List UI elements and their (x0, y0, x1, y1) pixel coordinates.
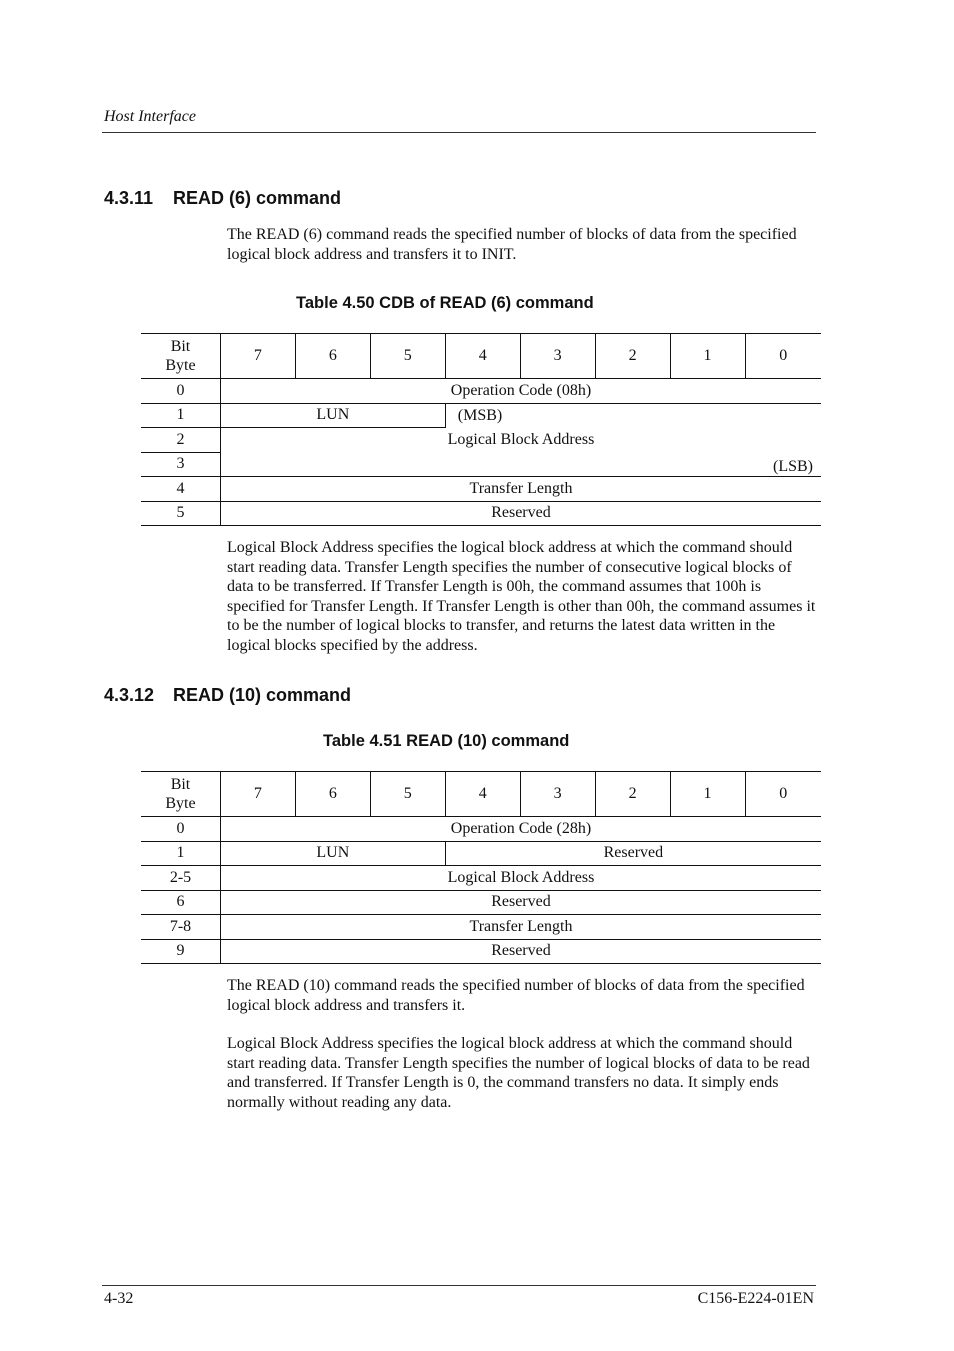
bit-5: 5 (370, 772, 445, 817)
table-row (141, 501, 821, 526)
byte-number: 6 (141, 890, 220, 915)
bit-6: 6 (295, 772, 370, 817)
byte-number: 0 (141, 379, 220, 404)
table-row (141, 403, 821, 428)
field-lun: LUN (220, 841, 445, 866)
bit-6: 6 (295, 334, 370, 379)
section-number: 4.3.12 (104, 685, 155, 705)
field-lsb-marker: (LSB) (220, 452, 821, 477)
read10-description: Logical Block Address specifies the logical block address at which the command should start reading data. Transfer Length specifies the number of logical blocks of data to be read and transferred. If Transfer Length is 0, the command transfers no data. It simply ends normally without reading any data. (227, 1035, 810, 1111)
bit-4: 4 (445, 334, 520, 379)
table-row (141, 866, 821, 891)
bit-byte-corner: Bit Byte (141, 334, 220, 379)
field-lun: LUN (220, 403, 445, 428)
bit-4: 4 (445, 772, 520, 817)
field-operation-code: Operation Code (28h) (220, 817, 821, 842)
field-reserved: Reserved (445, 841, 821, 866)
byte-number: 9 (141, 939, 220, 964)
read6-description: Logical Block Address specifies the logical block address at which the command should start reading data. Transfer Length specifies the number of consecutive logical blocks of data to be transferred. If Transfer Length is 00h, the command assumes that 100h is specified for Transfer Length. If Transfer Length is other than 00h, the command assumes it to be the number of logical blocks to transfer, and returns the latest data written in the logical blocks specified by the address. (227, 539, 816, 654)
byte-number: 5 (141, 501, 220, 526)
read10-intro: The READ (10) command reads the specified number of blocks of data from the specified logical block address and transfers it. (227, 977, 805, 1014)
section-number: 4.3.11 (104, 188, 154, 208)
field-operation-code: Operation Code (08h) (220, 379, 821, 404)
table-header-row (141, 334, 821, 379)
table-header-row (141, 772, 821, 817)
field-logical-block-address: Logical Block Address (220, 866, 821, 891)
table-row (141, 817, 821, 842)
table-row (141, 841, 821, 866)
bit-7: 7 (220, 772, 295, 817)
read6-intro: The READ (6) command reads the specified number of blocks of data from the specified logical block address and transfers it to INIT. (227, 226, 797, 263)
bit-2: 2 (595, 772, 670, 817)
header-rule (102, 132, 816, 133)
read6-cdb-table (141, 333, 821, 526)
byte-number: 7-8 (141, 915, 220, 940)
bit-5: 5 (370, 334, 445, 379)
footer-rule (102, 1285, 816, 1286)
bit-2: 2 (595, 334, 670, 379)
table-row (141, 890, 821, 915)
bit-byte-corner: Bit Byte (141, 772, 220, 817)
section-heading-read10 (104, 685, 351, 706)
read10-cdb-table (141, 771, 821, 964)
field-transfer-length: Transfer Length (220, 477, 821, 502)
page-number: 4-32 (104, 1290, 134, 1307)
table-row (141, 452, 821, 477)
byte-number: 1 (141, 403, 220, 428)
field-msb-marker: (MSB) (457, 406, 503, 424)
bit-1: 1 (670, 334, 745, 379)
byte-number: 4 (141, 477, 220, 502)
byte-number: 1 (141, 841, 220, 866)
field-reserved: Reserved (220, 890, 821, 915)
table-caption-4-50: Table 4.50 CDB of READ (6) command (296, 294, 594, 312)
table-row (141, 477, 821, 502)
bit-1: 1 (670, 772, 745, 817)
field-reserved: Reserved (220, 501, 821, 526)
byte-number: 0 (141, 817, 220, 842)
bit-0: 0 (745, 772, 821, 817)
table-row (141, 428, 821, 453)
table-caption-4-51: Table 4.51 READ (10) command (323, 732, 570, 750)
table-row (141, 915, 821, 940)
bit-3: 3 (520, 334, 595, 379)
section-heading-read6 (104, 188, 341, 209)
field-logical-block-address: Logical Block Address (447, 431, 595, 448)
byte-number: 3 (141, 452, 220, 477)
field-transfer-length: Transfer Length (220, 915, 821, 940)
bit-3: 3 (520, 772, 595, 817)
byte-number: 2 (141, 428, 220, 453)
byte-number: 2-5 (141, 866, 220, 891)
document-id: C156-E224-01EN (697, 1290, 814, 1307)
bit-7: 7 (220, 334, 295, 379)
running-header: Host Interface (104, 108, 196, 125)
bit-0: 0 (745, 334, 821, 379)
field-reserved: Reserved (220, 939, 821, 964)
table-row (141, 379, 821, 404)
section-title: READ (10) command (173, 685, 352, 705)
table-row (141, 939, 821, 964)
section-title: READ (6) command (173, 188, 342, 208)
